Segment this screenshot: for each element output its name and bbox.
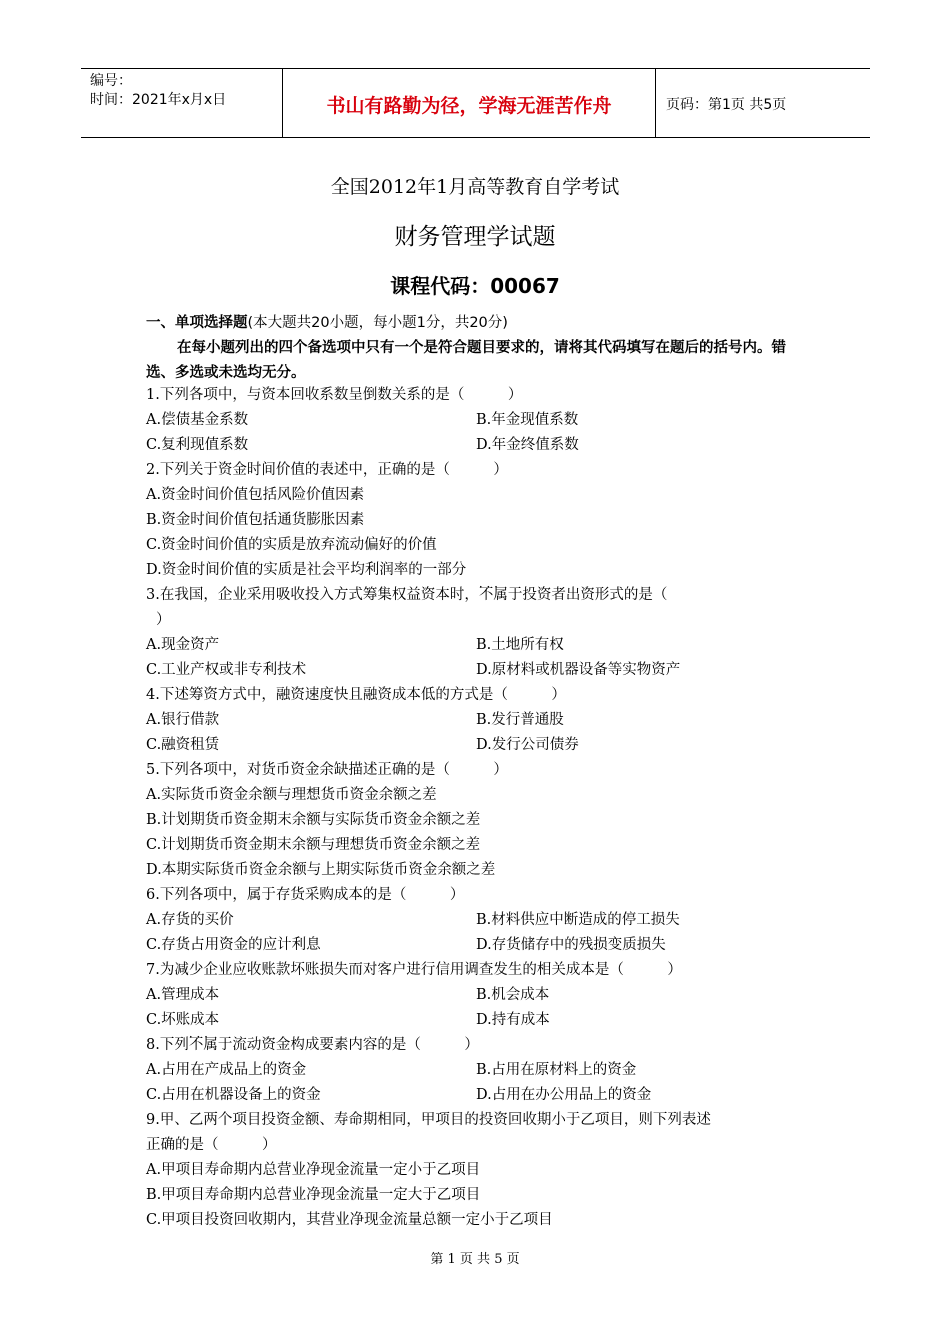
section-heading-label: 一、单项选择题 (146, 315, 248, 331)
option: B.资金时间价值包括通货膨胀因素 (146, 512, 365, 528)
section-heading-detail: (本大题共20小题，每小题1分，共20分) (247, 315, 508, 331)
exam-title: 全国2012年1月高等教育自学考试 (330, 176, 620, 198)
question-stem (146, 1033, 806, 1058)
option: D.年金终值系数 (476, 437, 579, 453)
option-row (146, 658, 806, 683)
option: A.占用在产成品上的资金 (146, 1062, 307, 1078)
option: A.甲项目寿命期内总营业净现金流量一定小于乙项目 (146, 1162, 481, 1178)
option: D.占用在办公用品上的资金 (476, 1087, 652, 1103)
option: D.本期实际货币资金余额与上期实际货币资金余额之差 (146, 862, 496, 878)
option: B.占用在原材料上的资金 (476, 1062, 637, 1078)
option: C.资金时间价值的实质是放弃流动偏好的价值 (146, 537, 437, 553)
header-box (81, 68, 870, 138)
stem-text: 3.在我国，企业采用吸收投入方式筹集权益资本时， (146, 587, 479, 603)
subject-title: 财务管理学试题 (394, 224, 556, 250)
number-label: 编号： (90, 73, 132, 89)
option: B.计划期货币资金期末余额与实际货币资金余额之差 (146, 812, 481, 828)
option: C.计划期货币资金期末余额与理想货币资金余额之差 (146, 837, 481, 853)
option: A.现金资产 (146, 637, 220, 653)
emphasis-text: · · · 不属于 (189, 1037, 233, 1053)
option: C.坏账成本 (146, 1012, 220, 1028)
option: C.融资租赁 (146, 737, 220, 753)
option-row (146, 733, 806, 758)
option: B.年金现值系数 (476, 412, 579, 428)
question-stem: 5.下列各项中，对货币资金余缺描述正确的是（ ） (146, 762, 508, 778)
section-heading (146, 311, 508, 336)
option-row (146, 933, 806, 958)
option: D.资金时间价值的实质是社会平均利润率的一部分 (146, 562, 467, 578)
question-stem: 1.下列各项中，与资本回收系数呈倒数关系的是（ ） (146, 387, 523, 403)
option-row (146, 983, 806, 1008)
page-info: 页码：第1页 共5页 (666, 97, 787, 113)
option: D.持有成本 (476, 1012, 550, 1028)
stem-text: 流动资金构成要素内容的是（ ） (232, 1037, 479, 1053)
option: D.存货储存中的残损变质损失 (476, 937, 666, 953)
option: C.复利现值系数 (146, 437, 249, 453)
page-footer: 第 1 页 共 5 页 (430, 1252, 520, 1267)
question-list (146, 383, 806, 1233)
option-row (146, 433, 806, 458)
option: C.占用在机器设备上的资金 (146, 1087, 321, 1103)
question-stem: 4.下述筹资方式中，融资速度快且融资成本低的方式是（ ） (146, 687, 566, 703)
option: D.原材料或机器设备等实物资产 (476, 662, 681, 678)
option: A.银行借款 (146, 712, 220, 728)
option-row (146, 708, 806, 733)
question-stem-continued: 正确的是（ ） (146, 1137, 277, 1153)
option: B.发行普通股 (476, 712, 564, 728)
motto: 书山有路勤为径，学海无涯苦作舟 (282, 69, 656, 137)
option-row (146, 408, 806, 433)
stem-text: 投资者出资形式的是（ (522, 587, 668, 603)
course-code: 课程代码：00067 (390, 274, 560, 298)
option-row (146, 908, 806, 933)
option-row (146, 1083, 806, 1108)
option: A.偿债基金系数 (146, 412, 249, 428)
option: A.管理成本 (146, 987, 220, 1003)
option: A.资金时间价值包括风险价值因素 (146, 487, 365, 503)
option-row (146, 1058, 806, 1083)
question-stem: 2.下列关于资金时间价值的表述中，正确的是（ ） (146, 462, 508, 478)
option: C.工业产权或非专利技术 (146, 662, 307, 678)
option: A.实际货币资金余额与理想货币资金余额之差 (146, 787, 437, 803)
option: B.材料供应中断造成的停工损失 (476, 912, 680, 928)
emphasis-text: · · · 不属于 (479, 587, 523, 603)
option: D.发行公司债券 (476, 737, 579, 753)
option: A.存货的买价 (146, 912, 234, 928)
option-row (146, 633, 806, 658)
stem-bracket: ） (156, 612, 171, 628)
header-meta (81, 69, 282, 137)
option-row (146, 1008, 806, 1033)
question-stem: 9.甲、乙两个项目投资金额、寿命期相同，甲项目的投资回收期小于乙项目，则下列表述 (146, 1112, 711, 1128)
question-stem: 6.下列各项中，属于存货采购成本的是（ ） (146, 887, 465, 903)
question-stem: 7.为减少企业应收账款坏账损失而对客户进行信用调查发生的相关成本是（ ） (146, 962, 682, 978)
option: B.土地所有权 (476, 637, 564, 653)
stem-text: 8.下列 (146, 1037, 189, 1053)
question-stem (146, 583, 806, 608)
time-label: 时间：2021年x月x日 (90, 92, 227, 108)
option: C.存货占用资金的应计利息 (146, 937, 321, 953)
option: B.机会成本 (476, 987, 550, 1003)
option: B.甲项目寿命期内总营业净现金流量一定大于乙项目 (146, 1187, 481, 1203)
section-instructions: 在每小题列出的四个备选项中只有一个是符合题目要求的，请将其代码填写在题后的括号内。错选、多选或未选均无分。 (146, 340, 786, 381)
option: C.甲项目投资回收期内，其营业净现金流量总额一定小于乙项目 (146, 1212, 553, 1228)
